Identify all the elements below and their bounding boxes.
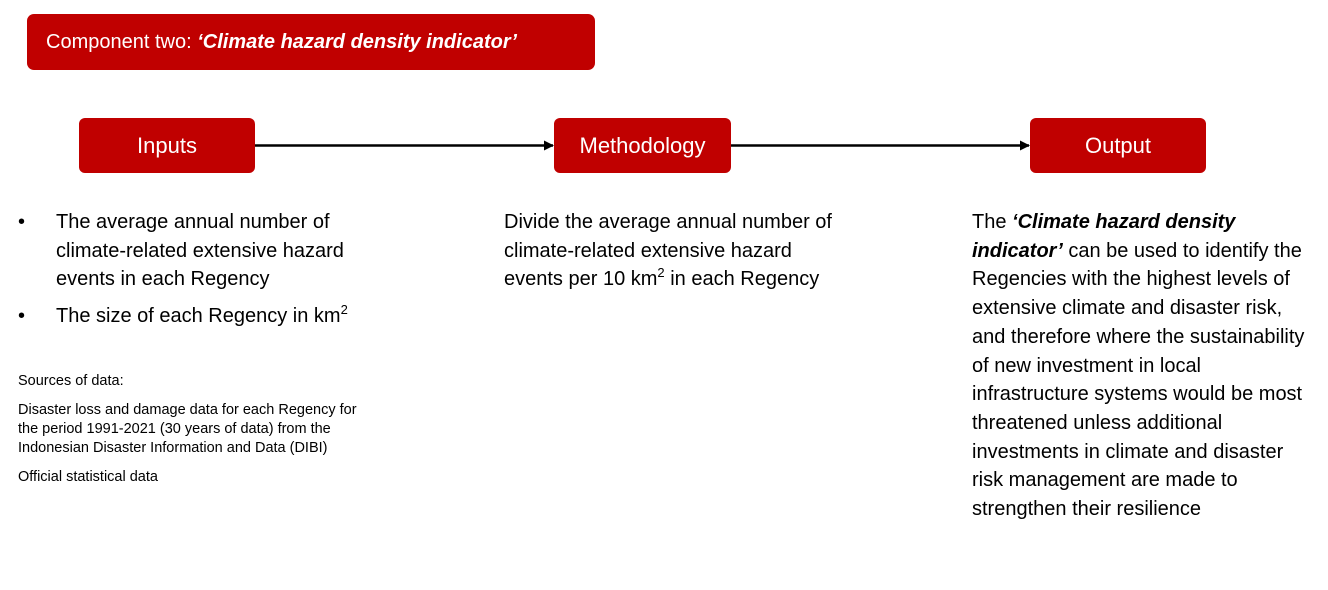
data-sources — [18, 372, 378, 497]
output-description — [972, 208, 1308, 524]
superscript: 2 — [657, 265, 665, 280]
methodology-box: Methodology — [554, 118, 731, 173]
component-title — [27, 14, 595, 70]
component-title-emphasis: ‘Climate hazard density indicator’ — [197, 31, 517, 53]
list-item — [18, 208, 378, 294]
bullet-icon: • — [18, 304, 26, 327]
input-item-text: The average annual number of climate-related extensive hazard events in each Regency — [56, 211, 344, 290]
superscript: 2 — [340, 301, 348, 317]
output-text-prefix: The — [972, 211, 1013, 233]
inputs-box: Inputs — [79, 118, 255, 173]
input-item-text: The size of each Regency in km — [56, 304, 341, 327]
output-text-body: can be used to identify the Regencies with the highest levels of extensive climate and disaster risk, and therefore where the sustainability of new investment in local infrastructure systems would be most threatened unless additional investments in climate and disaster risk management are made to strengthen their resilience — [972, 239, 1305, 521]
methodology-text-end: in each Regency — [664, 268, 820, 290]
bullet-icon: • — [18, 211, 26, 233]
sources-heading: Sources of data: — [18, 373, 124, 389]
list-item — [18, 302, 378, 331]
methodology-description — [504, 208, 849, 294]
inputs-list — [18, 208, 378, 338]
methodology-text-start: Divide the average annual number of climate-related extensive hazard events per 10 km — [504, 211, 832, 290]
source-item: Disaster loss and damage data for each Regency for the period 1991-2021 (30 years of data) from the Indonesian Disaster Information and Data (DIBI) — [18, 402, 357, 456]
output-text-emphasis: ‘Climate hazard density indicator’ — [972, 211, 1236, 262]
component-title-prefix: Component two: — [46, 31, 198, 53]
output-box: Output — [1030, 118, 1206, 173]
source-item: Official statistical data — [18, 469, 158, 485]
